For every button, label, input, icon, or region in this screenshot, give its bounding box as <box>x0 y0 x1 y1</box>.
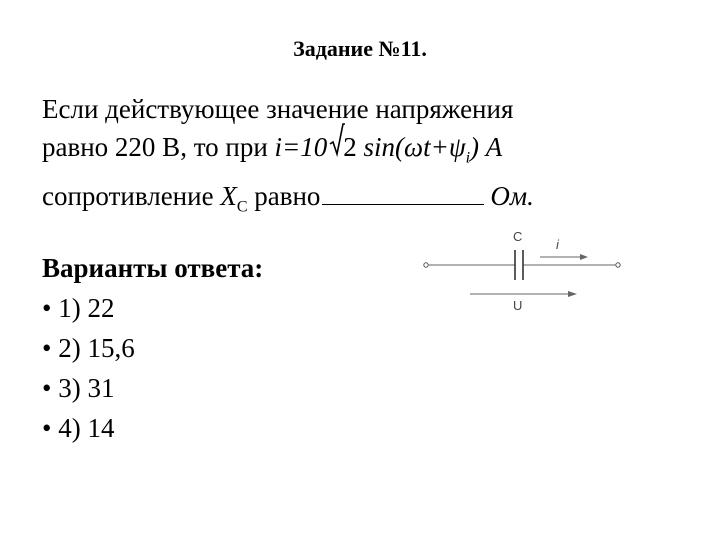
answer-blank <box>322 184 484 205</box>
task-title: Задание №11. <box>293 36 427 61</box>
terminal-right <box>616 263 620 267</box>
voltage-label: U <box>513 298 523 313</box>
sqrt-value: 2 <box>343 132 357 162</box>
current-formula-start: i=10 <box>274 132 328 162</box>
answers-heading: Варианты ответа: <box>42 253 264 283</box>
answer-option-4: • 4) 14 <box>42 413 115 443</box>
problem-line-1: Если действующее значение напряжения <box>42 94 514 124</box>
answer-options <box>42 248 263 448</box>
problem-line-3 <box>42 177 682 226</box>
current-formula-sin: sin(ωt+ψ <box>356 132 466 162</box>
current-formula-end: ) А <box>470 132 503 162</box>
answer-option-2: • 2) 15,6 <box>42 333 135 363</box>
answer-option-3: • 3) 31 <box>42 373 115 403</box>
current-label: i <box>556 237 559 252</box>
terminal-left <box>424 263 428 267</box>
problem-line-3-prefix: сопротивление <box>42 181 221 212</box>
problem-text <box>42 90 682 227</box>
problem-line-3-mid: равно <box>247 181 321 212</box>
reactance-subscript: C <box>236 198 248 216</box>
unit-label: Ом. <box>490 181 534 212</box>
current-arrow-icon <box>580 254 588 260</box>
current-formula-subscript: i <box>465 149 471 167</box>
problem-line-2-prefix: равно 220 В, то при <box>42 132 275 162</box>
answer-option-1: • 1) 22 <box>42 293 115 323</box>
problem-line-2 <box>42 128 682 177</box>
sqrt-symbol <box>329 128 357 166</box>
reactance-symbol: X <box>220 181 237 212</box>
capacitor-label: C <box>513 229 523 244</box>
capacitor-circuit-diagram <box>420 222 640 322</box>
voltage-arrow-icon <box>568 291 577 297</box>
